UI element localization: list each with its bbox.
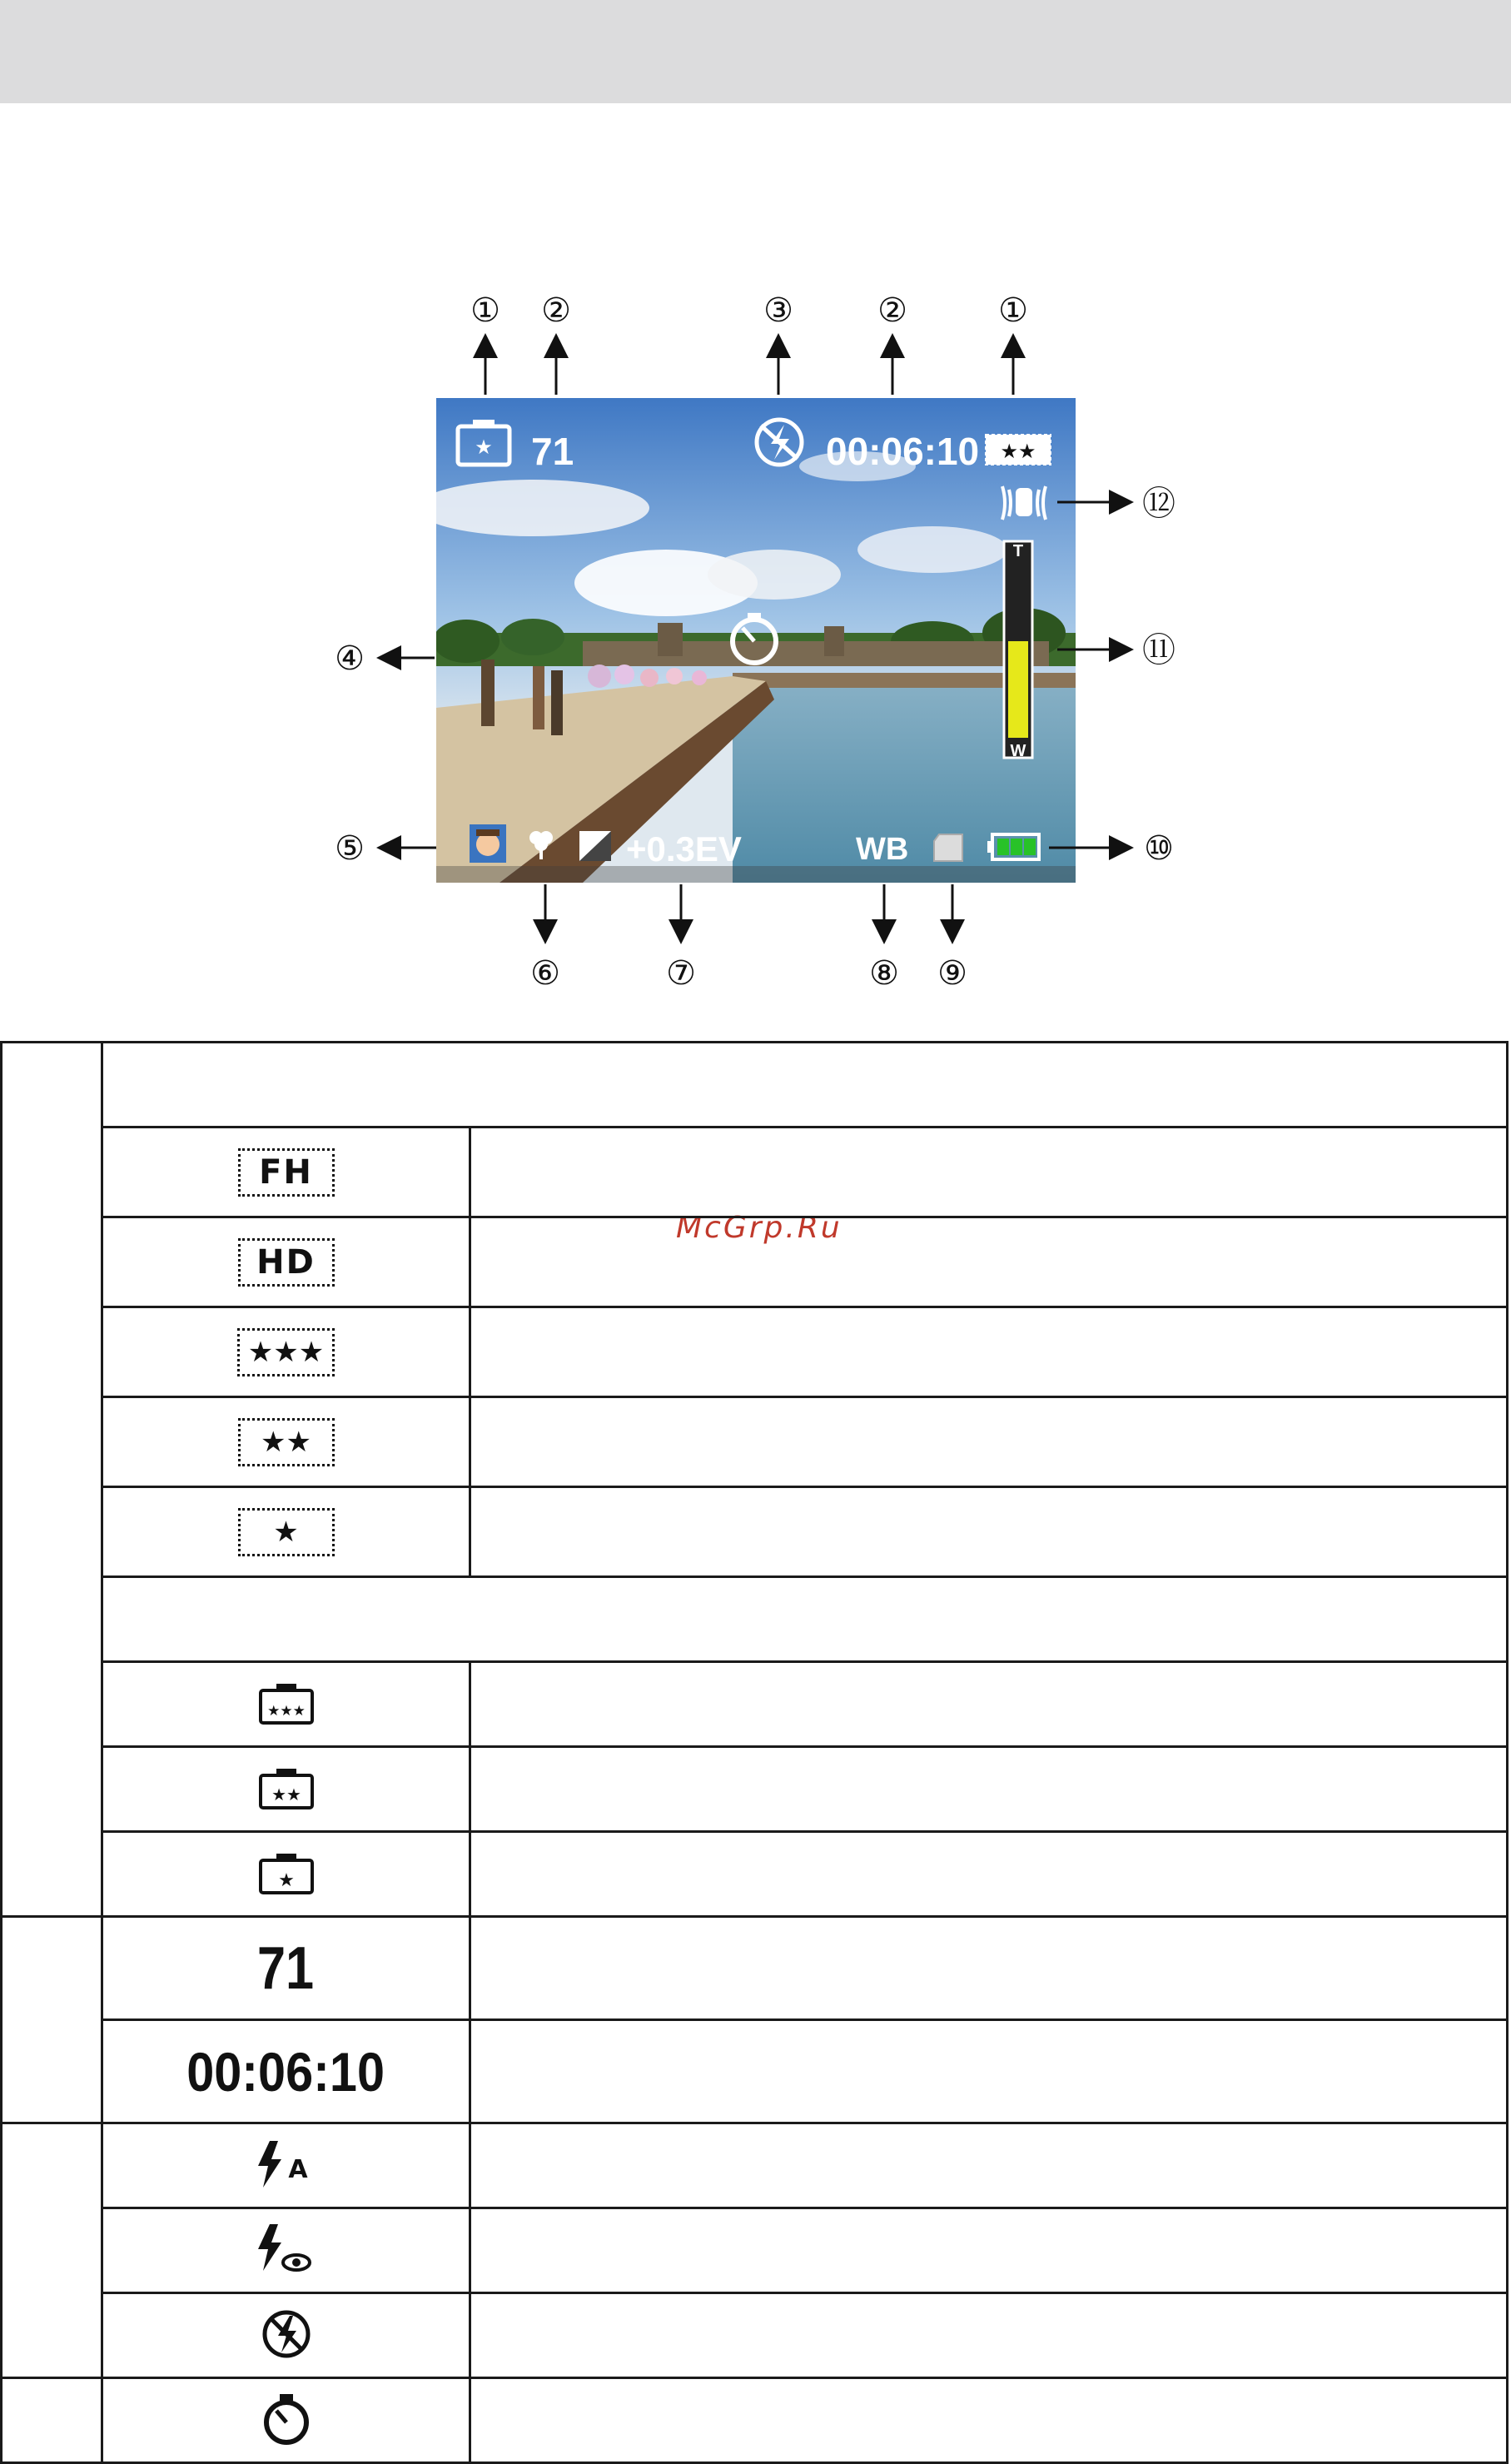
osd-face-detect-icon: [470, 824, 506, 863]
callout-label: ①: [470, 291, 500, 330]
flash-off-icon: [260, 2307, 313, 2361]
flash-auto-icon: [253, 2139, 320, 2189]
table-row: [2, 1307, 1508, 1397]
description-cell: [470, 1217, 1508, 1307]
svg-text:★: ★: [475, 436, 493, 459]
osd-wb: WB: [856, 832, 909, 867]
table-row: [2, 2208, 1508, 2293]
recording-time-value: 00:06:10: [186, 2040, 385, 2103]
description-cell: [470, 1127, 1508, 1217]
photo-3star-icon: [258, 1680, 315, 1725]
description-cell: [470, 1307, 1508, 1397]
video-3star-icon: ★★★: [237, 1328, 335, 1376]
flash-auto-letter: A: [287, 2154, 308, 2184]
group-number-cell: [2, 1043, 102, 1917]
shots-remaining-value: 71: [257, 1934, 315, 2002]
flash-redeye-icon: [253, 2223, 320, 2276]
table-row: [2, 1917, 1508, 2020]
osd-ev-value: +0.3EV: [626, 829, 742, 869]
table-row: [2, 2293, 1508, 2378]
description-cell: [470, 1917, 1508, 2020]
group-number-cell: [2, 1917, 102, 2123]
callout-label: ①: [998, 291, 1028, 330]
group-number-cell: [2, 2123, 102, 2378]
video-1star-icon: ★: [238, 1508, 335, 1556]
osd-zoom-wide: W: [1010, 742, 1026, 760]
description-cell: [470, 2293, 1508, 2378]
table-row: [2, 1397, 1508, 1487]
camera-display-figure: [0, 0, 1511, 1033]
table-row: [2, 1043, 1508, 1127]
icon-description-table: [0, 1041, 1509, 2464]
callout-label: ⑤: [335, 829, 365, 868]
callout-label: ⑦: [666, 954, 696, 993]
callout-label: ⑧: [869, 954, 899, 993]
callout-label: ④: [335, 640, 365, 678]
callout-label: ②: [877, 291, 907, 330]
osd-ev-icon: [579, 831, 611, 861]
description-cell: [470, 2208, 1508, 2293]
watermark: McGrp.Ru: [676, 1211, 842, 1245]
video-mode-header-cell: [102, 1043, 1508, 1127]
table-row: [2, 1747, 1508, 1832]
photo-3star-label: ★★★: [266, 1702, 306, 1720]
table-row: [2, 2020, 1508, 2123]
callout-label: ⑨: [937, 954, 967, 993]
photo-1star-icon: [258, 1850, 315, 1895]
description-cell: [470, 2020, 1508, 2123]
description-cell: [470, 1397, 1508, 1487]
table-row: [2, 1662, 1508, 1747]
photo-2star-label: ★★: [271, 1784, 301, 1804]
osd-zoom-bar: [1004, 541, 1032, 760]
group-number-cell: [2, 2378, 102, 2463]
callout-label: ③: [763, 291, 793, 330]
callout-label: ⑥: [530, 954, 560, 993]
video-2star-icon: ★★: [238, 1418, 335, 1466]
description-cell: [470, 1832, 1508, 1917]
video-fh-icon: FH: [238, 1148, 335, 1197]
osd-quality-icon: [986, 435, 1051, 465]
photo-1star-label: ★: [277, 1869, 295, 1891]
self-timer-icon: [260, 2392, 313, 2446]
callout-label: ⑪: [1142, 631, 1175, 670]
description-cell: [470, 2378, 1508, 2463]
video-hd-icon: HD: [238, 1238, 335, 1287]
table-row: [2, 1832, 1508, 1917]
osd-shots-left: 71: [531, 430, 574, 473]
description-cell: [470, 1747, 1508, 1832]
table-row: [2, 1217, 1508, 1307]
description-cell: [470, 1487, 1508, 1577]
description-cell: [470, 1662, 1508, 1747]
callout-label: ⑩: [1144, 829, 1174, 868]
table-row: [2, 2123, 1508, 2208]
table-row: [2, 1487, 1508, 1577]
photo-mode-header-cell: [102, 1577, 1508, 1662]
osd-sd-card-icon: [934, 834, 962, 861]
osd-record-time: 00:06:10: [826, 430, 980, 473]
svg-text:★★: ★★: [1000, 440, 1036, 463]
description-cell: [470, 2123, 1508, 2208]
table-row: [2, 1577, 1508, 1662]
callout-label: ②: [541, 291, 571, 330]
osd-zoom-tele: T: [1012, 542, 1024, 560]
photo-2star-icon: [258, 1765, 315, 1810]
table-row: [2, 2378, 1508, 2463]
callout-label: ⑫: [1142, 485, 1175, 523]
table-row: [2, 1127, 1508, 1217]
